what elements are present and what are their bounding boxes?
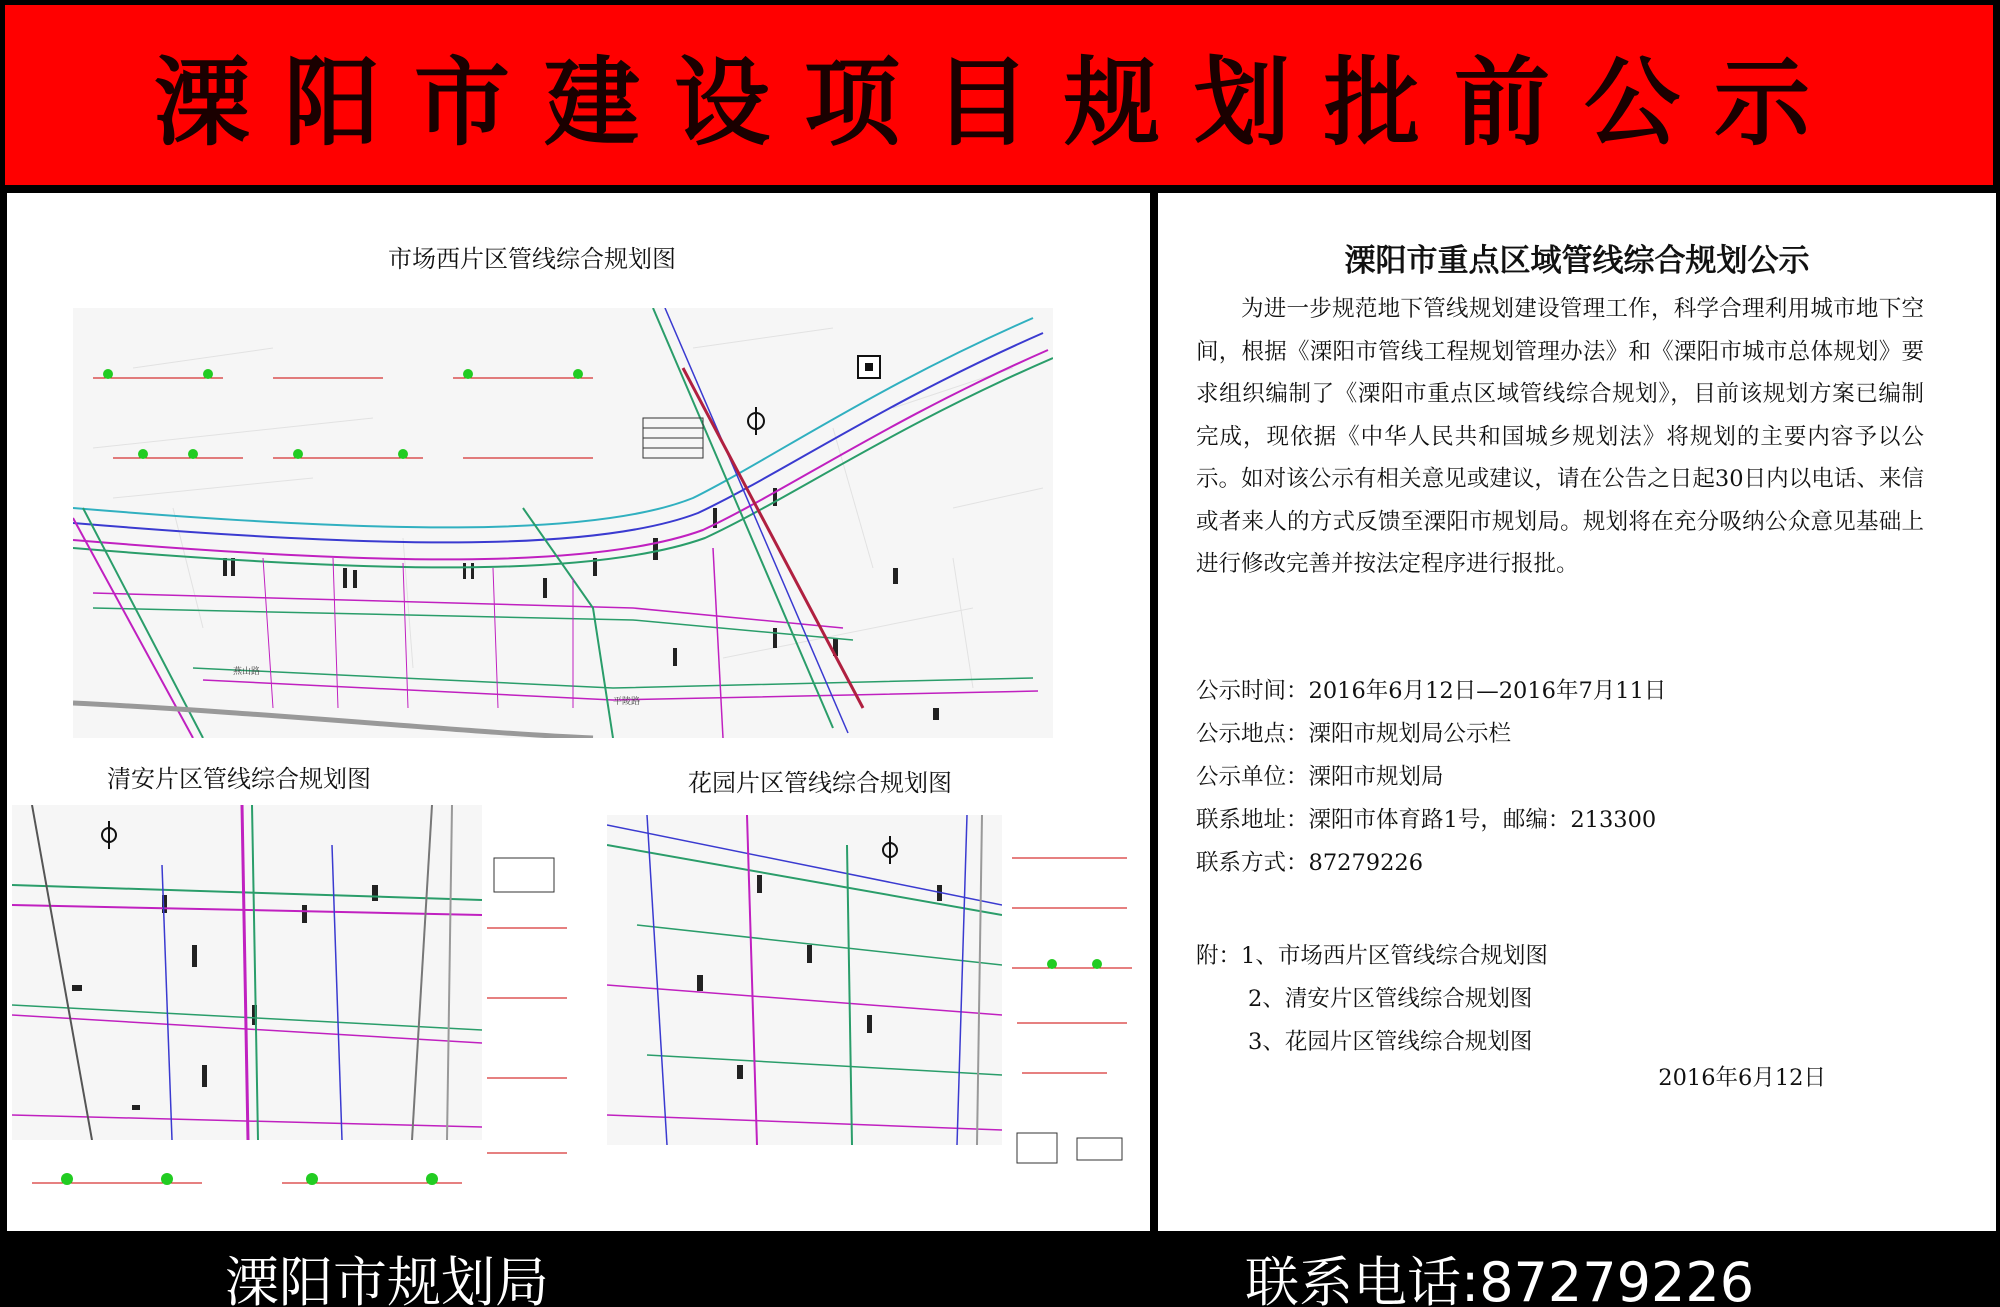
qingan-sections (22, 1153, 477, 1213)
attachment-item: 2、清安片区管线综合规划图 (1248, 986, 1533, 1012)
north-arrow-icon (883, 836, 897, 864)
notice-body: 为进一步规范地下管线规划建设管理工作，科学合理利用城市地下空间，根据《溧阳市管线工程规划管理办法》和《溧阳市城市总体规划》要求组织编制了《溧阳市重点区域管线综合规划》，目前该规划方案已编制完成，现依据《中华人民共和国城乡规划法》将规划的主要内容予以公示。如对该公示有相关意见或建议，请在公告之日起30日内以电话、来信或者来人的方式反馈至溧阳市规划局。规划将在充分吸纳公众意见基础上进行修改完善并按法定程序进行报批。 (1196, 296, 1924, 577)
qingan-legend-sections (482, 848, 572, 1198)
garden-legend-sections (1007, 833, 1137, 1183)
notice-panel (1158, 193, 1996, 1231)
north-arrow-icon (748, 407, 764, 435)
footer-phone: 联系电话:87279226 (1245, 1251, 1755, 1307)
header-banner (5, 5, 1993, 185)
north-arrow-icon (102, 821, 116, 849)
notice-title: 溧阳市重点区域管线综合规划公示 (1344, 243, 1810, 279)
garden-map (607, 815, 1002, 1145)
notice-address: 联系地址：溧阳市体育路1号，邮编：213300 (1196, 807, 1657, 833)
notice-location: 公示地点：溧阳市规划局公示栏 (1196, 721, 1512, 747)
section-diagrams (83, 308, 593, 459)
market-west-map (73, 308, 1053, 738)
plan-annotation-blocks (223, 488, 939, 720)
attachment-item: 3、花园片区管线综合规划图 (1248, 1029, 1533, 1055)
road-label: 燕山路 (233, 667, 261, 677)
legend-table (643, 418, 703, 458)
market-west-map-title: 市场西片区管线综合规划图 (388, 245, 676, 273)
header-title: 溧阳市建设项目规划批前公示 (154, 46, 1844, 159)
attachment-item: 附：1、市场西片区管线综合规划图 (1196, 943, 1548, 969)
qingan-map-title: 清安片区管线综合规划图 (107, 765, 371, 793)
notice-date: 2016年6月12日 (1658, 1065, 1826, 1091)
notice-phone: 联系方式：87279226 (1196, 850, 1424, 876)
qingan-map (12, 805, 482, 1140)
notice-period: 公示时间：2016年6月12日—2016年7月11日 (1196, 678, 1667, 704)
notice-unit: 公示单位：溧阳市规划局 (1196, 764, 1444, 790)
footer-agency: 溧阳市规划局 (225, 1251, 549, 1307)
road-label: 平陵路 (613, 697, 641, 707)
garden-map-title: 花园片区管线综合规划图 (688, 769, 952, 797)
maps-panel (7, 193, 1150, 1231)
